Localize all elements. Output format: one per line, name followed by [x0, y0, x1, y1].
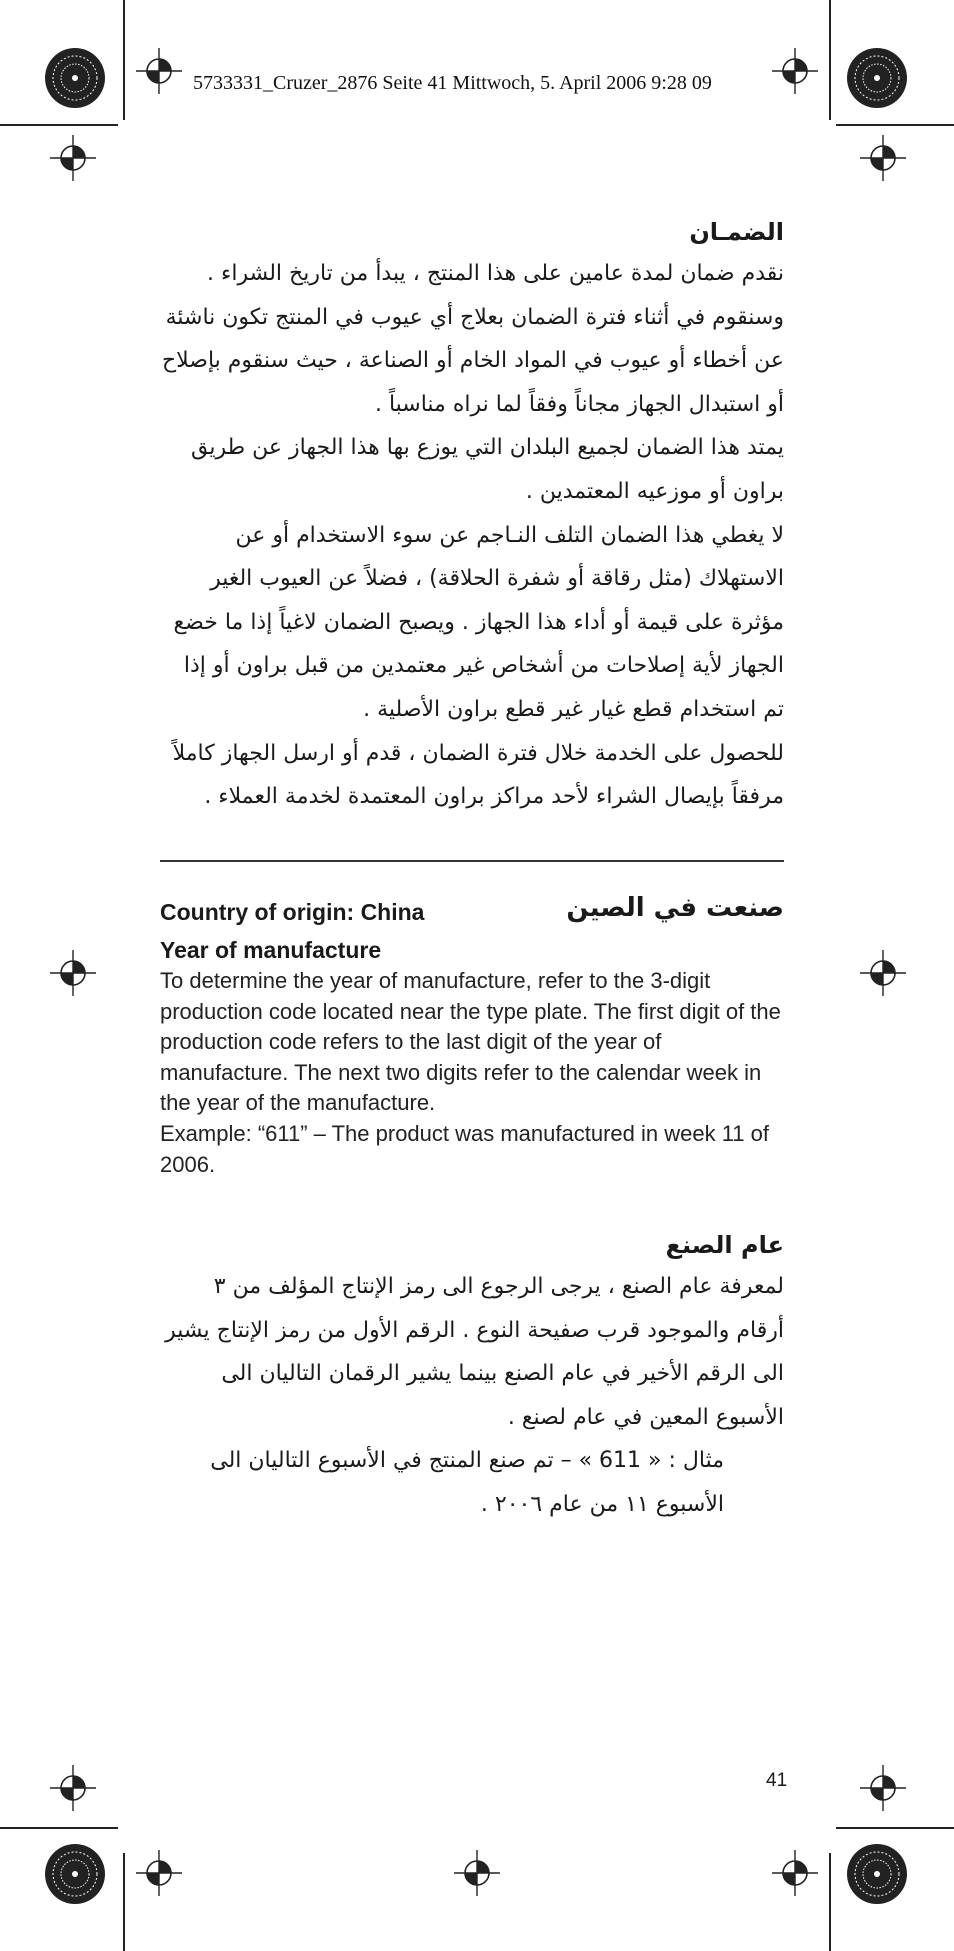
crop-mark — [829, 1853, 831, 1951]
warranty-paragraph: نقدم ضمان لمدة عامين على هذا المنتج ، يبدأ من تاريخ الشراء . وسنقوم في أثناء فترة الضمان بعلاج أي عيوب في المنتج تكون ناشئة عن أخطاء أو عيوب في المواد الخام أو الصناعة ، حيث سنقوم بإصلاح أو استبدال الجهاز مجاناً وفقاً لما نراه مناسباً . — [161, 261, 784, 417]
origin-row — [160, 893, 784, 933]
crop-mark — [836, 124, 954, 126]
starburst-target-icon — [846, 47, 908, 109]
registration-mark-icon — [772, 1850, 818, 1896]
section-divider — [160, 860, 784, 862]
warranty-section-arabic — [160, 212, 784, 819]
crop-mark — [836, 1827, 954, 1829]
starburst-target-icon — [846, 1843, 908, 1905]
starburst-target-icon — [44, 47, 106, 109]
crop-mark — [0, 1827, 118, 1829]
page-number: 41 — [766, 1770, 788, 1791]
registration-mark-icon — [454, 1850, 500, 1896]
registration-mark-icon — [50, 1765, 96, 1811]
print-slug: 5733331_Cruzer_2876 Seite 41 Mittwoch, 5. April 2006 9:28 09 — [193, 72, 712, 94]
year-section-arabic — [160, 1225, 784, 1527]
registration-mark-icon — [860, 135, 906, 181]
year-heading-english: Year of manufacture — [160, 937, 382, 963]
origin-english: Country of origin: China — [160, 899, 425, 925]
year-example-english: Example: “611” – The product was manufactured in week 11 of 2006. — [160, 1120, 769, 1177]
crop-mark — [123, 1853, 125, 1951]
crop-mark — [829, 0, 831, 120]
year-section-english — [160, 934, 784, 1180]
warranty-heading: الضمـان — [689, 218, 784, 246]
registration-mark-icon — [860, 950, 906, 996]
registration-mark-icon — [50, 135, 96, 181]
year-heading-arabic: عام الصنع — [665, 1231, 784, 1259]
year-example-arabic: مثال : « 611 » – تم صنع المنتج في الأسبوع التاليان الى الأسبوع ١١ من عام ٢٠٠٦ . — [210, 1448, 724, 1517]
registration-mark-icon — [136, 1850, 182, 1896]
warranty-paragraph: لا يغطي هذا الضمان التلف النـاجم عن سوء الاستخدام أو عن الاستهلاك (مثل رقاقة أو شفرة الحلاقة) ، فضلاً عن العيوب الغير مؤثرة على قيمة أو أداء هذا الجهاز . ويصبح الضمان لاغياً إذا ما خضع الجهاز لأية إصلاحات من أشخاص غير معتمدين من قبل براون أو إذا تم استخدام قطع غيار غير قطع براون الأصلية . — [173, 522, 784, 722]
crop-mark — [123, 0, 125, 120]
registration-mark-icon — [860, 1765, 906, 1811]
crop-mark — [0, 124, 118, 126]
registration-mark-icon — [50, 950, 96, 996]
starburst-target-icon — [44, 1843, 106, 1905]
registration-mark-icon — [136, 48, 182, 94]
year-body-english: To determine the year of manufacture, refer to the 3-digit production code located near the type plate. The first digit of the production code refers to the last digit of the year of manufacture. The next two digits refer to the calendar week in the year of the manufacture. — [160, 968, 781, 1116]
year-body-arabic: لمعرفة عام الصنع ، يرجى الرجوع الى رمز الإنتاج المؤلف من ٣ أرقام والموجود قرب صفيحة النوع . الرقم الأول من رمز الإنتاج يشير الى الرقم الأخير في عام الصنع بينما يشير الرقمان التاليان الى الأسبوع المعين في عام لصنع . — [165, 1274, 784, 1430]
warranty-paragraph: للحصول على الخدمة خلال فترة الضمان ، قدم أو ارسل الجهاز كاملاً مرفقاً بإيصال الشراء لأحد مراكز براون المعتمدة لخدمة العملاء . — [172, 740, 784, 810]
warranty-paragraph: يمتد هذا الضمان لجميع البلدان التي يوزع بها هذا الجهاز عن طريق براون أو موزعيه المعتمدين . — [191, 435, 784, 504]
origin-arabic: صنعت في الصين — [566, 893, 784, 923]
